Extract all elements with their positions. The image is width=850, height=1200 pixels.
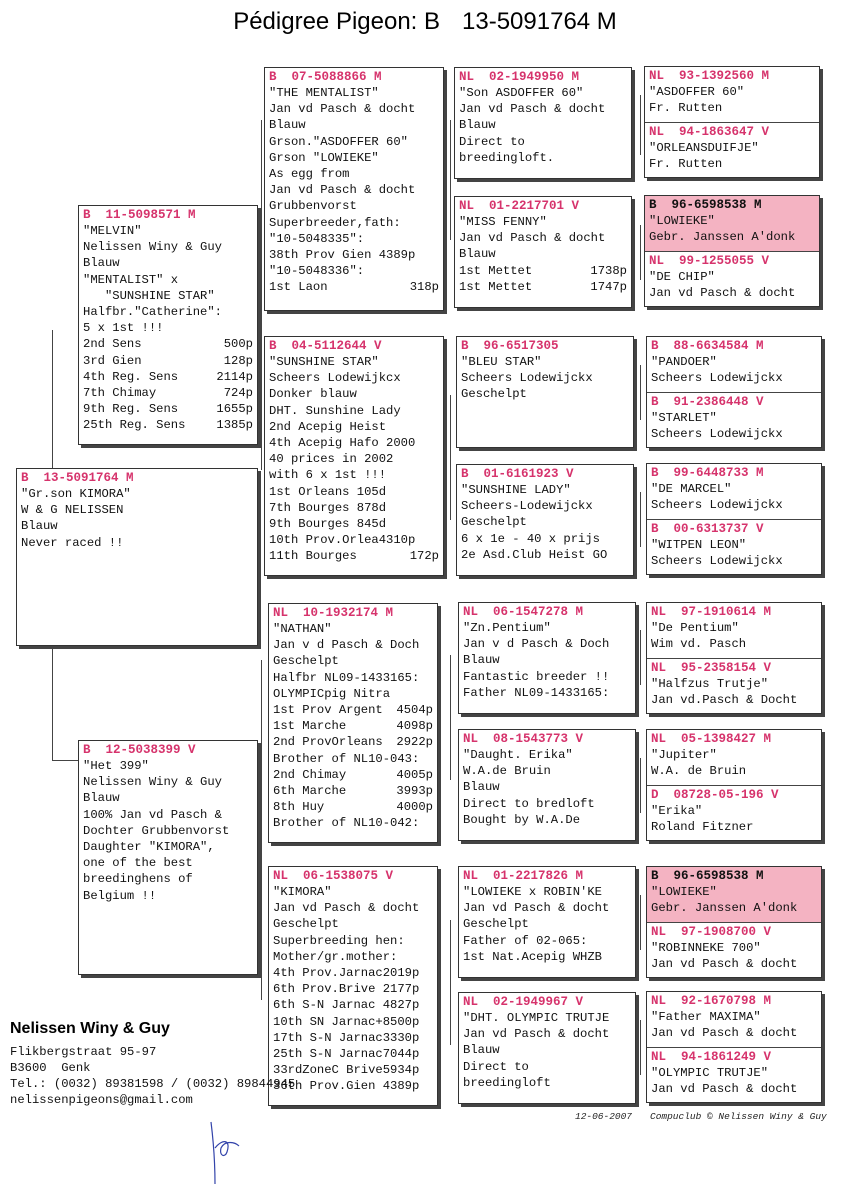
- pigeon-line: W & G NELISSEN: [21, 503, 124, 518]
- pigeon-line: breedinghens of: [83, 872, 193, 887]
- connector-g3-vertical-3: [450, 655, 451, 780]
- pigeon-line: Geschelpt: [463, 917, 529, 932]
- pigeon-line: "KIMORA": [273, 885, 332, 899]
- pigeon-line: Jan vd Pasch & docht: [269, 102, 416, 117]
- pigeon-line: Geschelpt: [273, 654, 339, 669]
- pigeon-line: "STARLET": [651, 411, 717, 425]
- pigeon-card-g5-pair-4: [646, 463, 822, 575]
- signature-mark: [205, 1118, 245, 1188]
- ring-number: B 96-6598538 M: [649, 198, 762, 212]
- pigeon-line: 7th Bourges 878d: [269, 500, 387, 515]
- pigeon-card-dam-sire: [268, 603, 438, 843]
- pigeon-line: Direct to: [459, 134, 525, 149]
- pigeon-line: "Jupiter": [651, 748, 717, 762]
- pigeon-line: 6th Prov.Brive 2177p: [273, 982, 420, 997]
- pigeon-line: "OLYMPIC TRUTJE": [651, 1066, 769, 1080]
- ring-number: NL 95-2358154 V: [651, 661, 772, 675]
- pigeon-line: 4th Acepig Hafo 2000: [269, 435, 416, 450]
- pigeon-line: Blauw: [83, 791, 120, 806]
- race-result: 4th Reg. Sens 2114p: [83, 369, 253, 384]
- pigeon-line: 1st Orleans 105d: [269, 484, 387, 499]
- connector-subject-vertical: [52, 330, 53, 470]
- pigeon-line: Gebr. Janssen A'donk: [649, 230, 796, 245]
- pigeon-line: Jan vd Pasch & docht: [269, 183, 416, 198]
- footer-credit: Compuclub © Nelissen Winy & Guy: [650, 1111, 827, 1122]
- pigeon-card-g4-8: [458, 992, 636, 1104]
- pigeon-card-g4-4: [456, 464, 634, 576]
- connector-g4-vertical-7: [640, 895, 641, 950]
- pigeon-card-g5-pair-8: [646, 991, 822, 1103]
- pigeon-line: Fantastic breeder !!: [463, 669, 610, 684]
- pigeon-line: Scheers Lodewijckx: [651, 498, 783, 513]
- pigeon-line: Scheers Lodewijckx: [461, 371, 593, 386]
- connector-sire-vertical: [261, 120, 262, 470]
- pigeon-line: "SUNSHINE STAR": [269, 355, 379, 369]
- pigeon-line: Nelissen Winy & Guy: [83, 240, 222, 255]
- pigeon-line: Jan vd Pasch & docht: [463, 901, 610, 916]
- pigeon-line: "DHT. OLYMPIC TRUTJE: [463, 1011, 610, 1025]
- pigeon-line: Blauw: [463, 653, 500, 668]
- pigeon-line: DHT. Sunshine Lady: [269, 403, 401, 418]
- pigeon-line: "LOWIEKE x ROBIN'KE: [463, 885, 602, 899]
- pigeon-line: Grson."ASDOFFER 60": [269, 134, 408, 149]
- pigeon-line: Dochter Grubbenvorst: [83, 823, 230, 838]
- ring-number: B 96-6598538 M: [651, 869, 764, 883]
- pigeon-card-g4-3: [456, 336, 634, 448]
- pigeon-line: As egg from: [269, 166, 350, 181]
- pigeon-line: "DE CHIP": [649, 270, 715, 284]
- pigeon-line: "Gr.son KIMORA": [21, 487, 131, 501]
- pigeon-line: Geschelpt: [461, 387, 527, 402]
- pigeon-line: Jan vd Pasch & docht: [651, 1082, 798, 1097]
- pigeon-line: Jan vd Pasch & docht: [463, 1027, 610, 1042]
- pigeon-line: 17th S-N Jarnac3330p: [273, 1030, 420, 1045]
- pigeon-line: "MELVIN": [83, 224, 142, 238]
- ring-number: B 99-6448733 M: [651, 466, 764, 480]
- pigeon-card-g4-1: [454, 67, 632, 179]
- pigeon-line: breedingloft.: [459, 150, 555, 165]
- pigeon-line: Wim vd. Pasch: [651, 637, 747, 652]
- pigeon-line: Jan v d Pasch & Doch: [273, 638, 420, 653]
- pigeon-card-sire-dam: [264, 336, 444, 576]
- pigeon-line: Donker blauw: [269, 387, 357, 402]
- pigeon-line: Roland Fitzner: [651, 820, 754, 835]
- ring-number: NL 01-2217701 V: [459, 199, 580, 213]
- pigeon-line: W.A. de Bruin: [651, 764, 747, 779]
- pigeon-card-g4-7: [458, 866, 636, 978]
- pigeon-line: "MISS FENNY": [459, 215, 547, 229]
- footer-date: 12-06-2007: [575, 1111, 633, 1122]
- pigeon-line: Daughter "KIMORA",: [83, 839, 215, 854]
- pigeon-line: OLYMPICpig Nitra: [273, 686, 391, 701]
- pigeon-line: Blauw: [269, 118, 306, 133]
- pigeon-card-g5-pair-7: [646, 866, 822, 978]
- pigeon-line: Superbreeder,fath:: [269, 215, 401, 230]
- breeder-email[interactable]: nelissenpigeons@gmail.com: [10, 1093, 193, 1107]
- pigeon-line: "MENTALIST" x: [83, 272, 179, 287]
- pigeon-card-dam: [78, 740, 258, 975]
- pigeon-card-g5-pair-3: [646, 336, 822, 448]
- connector-g3-vertical-4: [450, 920, 451, 1045]
- breeder-name: Nelissen Winy & Guy: [10, 1020, 170, 1037]
- pigeon-line: "Erika": [651, 804, 703, 818]
- pigeon-line: "10-5048335":: [269, 231, 365, 246]
- ring-number: NL 06-1538075 V: [273, 869, 394, 883]
- connector-g4-vertical-5: [640, 630, 641, 685]
- race-result: 9th Reg. Sens 1655p: [83, 402, 253, 417]
- race-result: 25th Reg. Sens 1385p: [83, 418, 253, 433]
- pigeon-line: 5 x 1st !!!: [83, 321, 164, 336]
- pigeon-line: Blauw: [83, 256, 120, 271]
- pigeon-line: Blauw: [463, 1043, 500, 1058]
- pigeon-line: Brother of NL10-042:: [273, 816, 420, 831]
- pigeon-line: with 6 x 1st !!!: [269, 468, 387, 483]
- race-result: 1st Mettet 1738p: [459, 263, 627, 278]
- connector-g4-vertical-2: [640, 225, 641, 280]
- race-result: 11th Bourges 172p: [269, 549, 439, 564]
- pigeon-line: Jan vd Pasch & docht: [651, 1026, 798, 1041]
- ring-number: NL 05-1398427 M: [651, 732, 772, 746]
- ring-number: NL 10-1932174 M: [273, 606, 394, 620]
- pigeon-line: Scheers Lodewijckx: [651, 371, 783, 386]
- breeder-street: Flikbergstraat 95-97: [10, 1045, 157, 1059]
- pigeon-line: Jan vd Pasch & docht: [273, 901, 420, 916]
- pigeon-line: one of the best: [83, 856, 193, 871]
- pigeon-line: Scheers Lodewijkcx: [269, 371, 401, 386]
- pigeon-line: "ORLEANSDUIFJE": [649, 141, 759, 155]
- pigeon-line: Blauw: [463, 780, 500, 795]
- ring-number: NL 94-1863647 V: [649, 125, 770, 139]
- pigeon-line: 10th Prov.Orlea4310p: [269, 533, 416, 548]
- pigeon-line: "DE MARCEL": [651, 482, 732, 496]
- pigeon-line: Direct to bredloft: [463, 796, 595, 811]
- race-result: 1st Prov Argent 4504p: [273, 702, 433, 717]
- pigeon-card-subject: [16, 468, 258, 646]
- pigeon-line: Superbreeding hen:: [273, 933, 405, 948]
- ring-number: NL 02-1949967 V: [463, 995, 584, 1009]
- ring-number: B 96-6517305: [461, 339, 559, 353]
- ring-number: NL 97-1908700 V: [651, 925, 772, 939]
- connector-subject-vertical-lower: [52, 644, 53, 760]
- pigeon-line: Geschelpt: [461, 515, 527, 530]
- pigeon-line: "THE MENTALIST": [269, 86, 379, 100]
- ring-number: B 13-5091764 M: [21, 471, 134, 485]
- breeder-info: [10, 1020, 295, 1108]
- pigeon-line: Fr. Rutten: [649, 101, 723, 116]
- pigeon-line: Scheers-Lodewijckx: [461, 499, 593, 514]
- pigeon-line: Scheers Lodewijckx: [651, 427, 783, 442]
- connector-g3-vertical-1: [450, 120, 451, 240]
- pigeon-line: 1st Nat.Acepig WHZB: [463, 949, 602, 964]
- connector-dam-vertical: [261, 660, 262, 1000]
- pigeon-line: "SUNSHINE STAR": [83, 288, 215, 303]
- pigeon-line: Jan vd Pasch & docht: [649, 286, 796, 301]
- pigeon-line: "Zn.Pentium": [463, 621, 551, 635]
- race-result: 7th Chimay 724p: [83, 385, 253, 400]
- ring-number: NL 08-1543773 V: [463, 732, 584, 746]
- pigeon-line: "De Pentium": [651, 621, 739, 635]
- pigeon-line: Halfbr."Catherine":: [83, 304, 222, 319]
- pigeon-card-g4-6: [458, 729, 636, 841]
- pigeon-line: Father NL09-1433165:: [463, 685, 610, 700]
- ring-number: NL 97-1910614 M: [651, 605, 772, 619]
- ring-number: NL 02-1949950 M: [459, 70, 580, 84]
- pigeon-line: "NATHAN": [273, 622, 332, 636]
- pigeon-line: "Daught. Erika": [463, 748, 573, 762]
- pigeon-line: 10th SN Jarnac+8500p: [273, 1014, 420, 1029]
- pigeon-card-sire: [78, 205, 258, 445]
- ring-number: B 91-2386448 V: [651, 395, 764, 409]
- pigeon-line: Fr. Rutten: [649, 157, 723, 172]
- pigeon-line: Bought by W.A.De: [463, 812, 581, 827]
- race-result: 6th Marche 3993p: [273, 783, 433, 798]
- pigeon-card-g4-5: [458, 602, 636, 714]
- pigeon-line: Geschelpt: [273, 917, 339, 932]
- ring-number: NL 93-1392560 M: [649, 69, 770, 83]
- pigeon-card-g5-pair-5: [646, 602, 822, 714]
- pigeon-line: 2nd Acepig Heist: [269, 419, 387, 434]
- connector-g4-vertical-3: [640, 365, 641, 420]
- pigeon-line: 4th Prov.Jarnac2019p: [273, 965, 420, 980]
- pigeon-line: 36th Prov.Gien 4389p: [273, 1079, 420, 1094]
- pigeon-line: Never raced !!: [21, 535, 124, 550]
- breeder-phone: Tel.: (0032) 89381598 / (0032) 89844945: [10, 1077, 296, 1091]
- pigeon-line: Belgium !!: [83, 888, 157, 903]
- ring-number: NL 92-1670798 M: [651, 994, 772, 1008]
- ring-number: B 01-6161923 V: [461, 467, 574, 481]
- pigeon-line: "LOWIEKE": [649, 214, 715, 228]
- race-result: 1st Marche 4098p: [273, 719, 433, 734]
- pigeon-line: "ROBINNEKE 700": [651, 941, 761, 955]
- pigeon-line: "10-5048336":: [269, 264, 365, 279]
- pigeon-line: Blauw: [459, 247, 496, 262]
- pigeon-line: "LOWIEKE": [651, 885, 717, 899]
- pigeon-line: "Het 399": [83, 759, 149, 773]
- pigeon-card-g5-pair-1: [644, 66, 820, 178]
- ring-number: NL 06-1547278 M: [463, 605, 584, 619]
- race-result: 8th Huy 4000p: [273, 800, 433, 815]
- pigeon-line: 33rdZoneC Brive5934p: [273, 1063, 420, 1078]
- pigeon-line: Blauw: [459, 118, 496, 133]
- pigeon-line: Gebr. Janssen A'donk: [651, 901, 798, 916]
- pigeon-line: 40 prices in 2002: [269, 452, 394, 467]
- connector-g4-vertical-4: [640, 492, 641, 547]
- pigeon-line: Brother of NL10-043:: [273, 751, 420, 766]
- connector-g3-vertical-2: [450, 395, 451, 520]
- pigeon-line: 100% Jan vd Pasch &: [83, 807, 222, 822]
- race-result: 2nd Sens 500p: [83, 337, 253, 352]
- pigeon-card-g4-2: [454, 196, 632, 308]
- pigeon-line: W.A.de Bruin: [463, 764, 551, 779]
- pigeon-line: "ASDOFFER 60": [649, 85, 745, 99]
- race-result: 2nd ProvOrleans 2922p: [273, 735, 433, 750]
- pigeon-line: Father of 02-065:: [463, 933, 588, 948]
- ring-number: B 07-5088866 M: [269, 70, 382, 84]
- pigeon-line: 38th Prov Gien 4389p: [269, 247, 416, 262]
- pigeon-line: Mother/gr.mother:: [273, 949, 398, 964]
- race-result: 1st Laon 318p: [269, 280, 439, 295]
- ring-number: NL 94-1861249 V: [651, 1050, 772, 1064]
- page-title: Pédigree Pigeon: B 13-5091764 M: [233, 8, 617, 35]
- ring-number: NL 01-2217826 M: [463, 869, 584, 883]
- pigeon-line: "PANDOER": [651, 355, 717, 369]
- ring-number: B 12-5038399 V: [83, 743, 196, 757]
- ring-number: NL 99-1255055 V: [649, 254, 770, 268]
- connector-g4-vertical-6: [640, 758, 641, 813]
- breeder-city: B3600 Genk: [10, 1061, 91, 1075]
- pigeon-line: Jan v d Pasch & Doch: [463, 637, 610, 652]
- pigeon-line: Direct to: [463, 1059, 529, 1074]
- pigeon-line: Nelissen Winy & Guy: [83, 775, 222, 790]
- pigeon-line: 6th S-N Jarnac 4827p: [273, 998, 420, 1013]
- pigeon-line: "BLEU STAR": [461, 355, 542, 369]
- pigeon-card-g5-pair-2: [644, 195, 820, 307]
- race-result: 2nd Chimay 4005p: [273, 767, 433, 782]
- pigeon-line: Jan vd Pasch & docht: [459, 102, 606, 117]
- ring-number: B 04-5112644 V: [269, 339, 382, 353]
- pigeon-line: 9th Bourges 845d: [269, 516, 387, 531]
- pigeon-card-sire-sire: [264, 67, 444, 311]
- pigeon-line: "Son ASDOFFER 60": [459, 86, 584, 100]
- pigeon-line: 25th S-N Jarnac7044p: [273, 1046, 420, 1061]
- pigeon-line: 2e Asd.Club Heist GO: [461, 547, 608, 562]
- pigeon-line: 6 x 1e - 40 x prijs: [461, 531, 600, 546]
- pigeon-line: Blauw: [21, 519, 58, 534]
- pigeon-line: "Father MAXIMA": [651, 1010, 761, 1024]
- pigeon-line: Jan vd Pasch & docht: [459, 231, 606, 246]
- pigeon-line: Jan vd.Pasch & Docht: [651, 693, 798, 708]
- connector-g4-vertical-1: [640, 95, 641, 155]
- ring-number: B 11-5098571 M: [83, 208, 196, 222]
- pigeon-line: Jan vd Pasch & docht: [651, 957, 798, 972]
- pigeon-line: Halfbr NL09-1433165:: [273, 670, 420, 685]
- pigeon-line: "SUNSHINE LADY": [461, 483, 571, 497]
- pigeon-line: "WITPEN LEON": [651, 538, 747, 552]
- ring-number: B 88-6634584 M: [651, 339, 764, 353]
- ring-number: D 08728-05-196 V: [651, 788, 779, 802]
- pigeon-line: "Halfzus Trutje": [651, 677, 769, 691]
- race-result: 1st Mettet 1747p: [459, 279, 627, 294]
- ring-number: B 00-6313737 V: [651, 522, 764, 536]
- pigeon-line: Grson "LOWIEKE": [269, 150, 379, 165]
- pigeon-card-g5-pair-6: [646, 729, 822, 841]
- pigeon-line: Grubbenvorst: [269, 199, 357, 214]
- race-result: 3rd Gien 128p: [83, 353, 253, 368]
- connector-g4-vertical-8: [640, 1020, 641, 1075]
- pigeon-line: breedingloft: [463, 1075, 551, 1090]
- pigeon-line: Scheers Lodewijckx: [651, 554, 783, 569]
